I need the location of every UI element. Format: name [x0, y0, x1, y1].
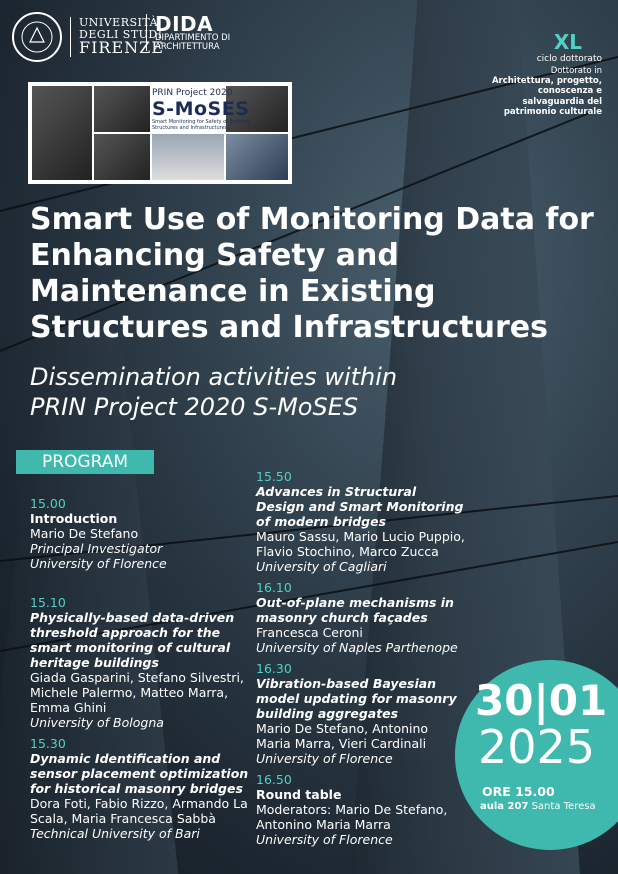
university-line2: DEGLI STUDI	[79, 27, 163, 41]
item-affiliation: University of Florence	[256, 832, 393, 847]
program-item	[30, 736, 250, 841]
room-number: aula 207	[480, 801, 529, 812]
program-item	[256, 580, 466, 655]
date-room	[480, 801, 596, 812]
item-speakers: Giada Gasparini, Stefano Silvestri, Michele Palermo, Matteo Marra, Emma Ghini	[30, 670, 244, 715]
item-title: Vibration-based Bayesian model updating for masonry building aggregates	[256, 676, 457, 721]
item-affiliation: Technical University of Bari	[30, 826, 200, 841]
dept-line1: DIPARTIMENTO DI	[155, 33, 231, 43]
banner-photo-towers	[32, 86, 92, 180]
banner-photo-facade	[94, 134, 150, 180]
subtitle-line1: Dissemination activities within	[30, 363, 398, 391]
date-hour: ORE 15.00	[482, 784, 555, 799]
program-item	[256, 772, 466, 847]
item-affiliation: University of Bologna	[30, 715, 164, 730]
item-title: Out-of-plane mechanisms in masonry church façades	[256, 595, 454, 625]
unifi-logo	[12, 12, 164, 62]
date-year: 2025	[478, 720, 596, 774]
banner-photo-ornament	[226, 134, 288, 180]
item-title: Advances in Structural Design and Smart Monitoring of modern bridges	[256, 484, 464, 529]
cycle-logo	[537, 30, 602, 64]
item-affiliation: University of Cagliari	[256, 559, 387, 574]
item-title: Introduction	[30, 511, 118, 526]
dept-line2: ARCHITETTURA	[155, 41, 220, 52]
item-speakers: Mario De Stefano, Antonino Maria Marra, Vieri Cardinali	[256, 721, 429, 751]
university-line1: UNIVERSITÀ	[79, 16, 159, 30]
item-affiliation: University of Florence	[256, 751, 393, 766]
banner-photo-bridge	[94, 86, 150, 132]
item-time: 15.50	[256, 469, 292, 484]
banner-line1: PRIN Project 2020	[152, 88, 233, 98]
item-role: Principal Investigator	[30, 541, 163, 556]
banner-line3: Smart Monitoring for Safety of Existing Structures and Infrastructures	[152, 119, 250, 131]
dida-logo	[146, 14, 230, 51]
item-affiliation: University of Florence	[30, 556, 167, 571]
room-place: Santa Teresa	[528, 801, 596, 812]
main-title: Smart Use of Monitoring Data for Enhancing Safety and Maintenance in Existing Structures and Infrastructures	[30, 202, 594, 345]
program-item	[30, 595, 250, 730]
doctorate-info	[482, 66, 602, 117]
date-day-month: 30|01	[475, 676, 608, 725]
dept-short: DIDA	[155, 12, 214, 36]
subtitle-line2: PRIN Project 2020 S-MoSES	[30, 393, 359, 421]
item-affiliation: University of Naples Parthenope	[256, 640, 458, 655]
cycle-label: ciclo dottorato	[536, 54, 602, 64]
program-right-column	[256, 469, 466, 853]
doctorate-title: Dottorato in	[550, 66, 602, 76]
item-speakers: Mario De Stefano	[30, 526, 139, 541]
program-left-column	[30, 496, 250, 847]
banner-text	[152, 88, 252, 131]
program-label: PROGRAM	[16, 450, 154, 474]
item-speakers: Francesca Ceroni	[256, 625, 363, 640]
unifi-seal-icon	[12, 12, 62, 62]
item-time: 15.30	[30, 736, 66, 751]
university-line3: FIRENZE	[79, 38, 164, 58]
banner-photo-church	[152, 134, 224, 180]
item-time: 15.10	[30, 595, 66, 610]
subtitle	[30, 362, 397, 422]
item-time: 16.50	[256, 772, 292, 787]
program-item	[256, 469, 466, 574]
item-title: Physically-based data-driven threshold approach for the smart monitoring of cultural heritage buildings	[30, 610, 235, 670]
item-time: 15.00	[30, 496, 66, 511]
item-speakers: Dora Foti, Fabio Rizzo, Armando La Scala, Maria Francesca Sabbà	[30, 796, 248, 826]
item-time: 16.10	[256, 580, 292, 595]
cycle-number: XL	[553, 30, 582, 54]
project-banner	[28, 82, 292, 184]
item-title: Round table	[256, 787, 342, 802]
item-speakers: Mauro Sassu, Mario Lucio Puppio, Flavio Stochino, Marco Zucca	[256, 529, 465, 559]
item-speakers: Moderators: Mario De Stefano, Antonino Maria Marra	[256, 802, 448, 832]
program-item	[30, 496, 250, 571]
item-time: 16.30	[256, 661, 292, 676]
banner-line2: S-MoSES	[152, 98, 250, 120]
program-item	[256, 661, 466, 766]
doctorate-name: Architettura, progetto, conoscenza e salvaguardia del patrimonio culturale	[491, 76, 602, 117]
item-title: Dynamic Identification and sensor placement optimization for historical masonry bridges	[30, 751, 249, 796]
